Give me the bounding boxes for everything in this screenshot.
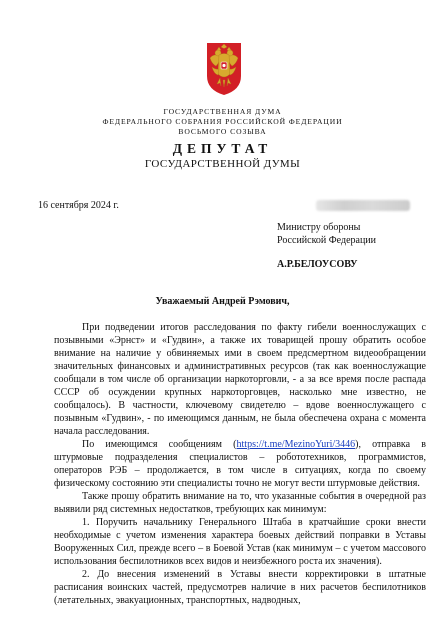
- paragraph-investigation: При подведении итогов расследования по факту гибели военнослужащих с позывными «Эрнст» и «Гудвин», а также их товарищей прошу обратить особое внимание на наличие у обвиняемых ими в своем предсмертном видеообращении значительных финансовых и административных ресурсов (так как военнослужащие сообщали в том числе об организации наркоторговли, - а за все время после распада СССР об осуждении крупных наркоторговцев, насколько мне известно, не сообщалось). В частности, ключевому свидетелю – вдове военнослужащего с позывным «Гудвин», - по имеющимся данным, не была обеспечена охрана с момента начала расследования.: [54, 322, 426, 437]
- paragraph-item-2: 2. До внесения изменений в Уставы внести корректировки в штатные расписания воинских частей, предусмотрев наличие в них расчетов беспилотников (летательных, эвакуационных, транспортных, надводных,: [54, 569, 426, 606]
- greeting: Уважаемый Андрей Рэмович,: [155, 296, 290, 307]
- telegram-link[interactable]: https://t.me/MezinoYuri/3446: [236, 439, 356, 450]
- paragraph-specialists: [54, 438, 426, 490]
- paragraph-systemic: Также прошу обратить внимание на то, что указанные события в очередной раз выявили ряд системных недостатков, требующих как минимум:: [54, 491, 426, 515]
- header-duma-line: ГОСУДАРСТВЕННАЯ ДУМА: [163, 107, 282, 116]
- paragraph-text: По имеющимся сообщениям (: [82, 439, 237, 450]
- redacted-reference: [316, 200, 410, 211]
- deputy-title: ДЕПУТАТ: [172, 141, 273, 156]
- state-emblem-icon: [206, 42, 242, 96]
- paragraph-text: ), отправка в штурмовые подразделения специалистов – робототехников, программистов, операторов РЭБ – продолжается, в том числе в ситуациях, когда по своему физическому состоянию эти специалисты точно не могут вести штурмовые действия.: [54, 439, 427, 489]
- paragraph-item-1: 1. Поручить начальнику Генерального Штаба в кратчайшие сроки внести необходимые с учетом изменения характера боевых действий поправки в Уставы Вооруженных Сил, прежде всего – в Боевой Устав (как минимум – с учетом массового использования беспилотников всех видов и неизбежного роста их значения).: [54, 517, 426, 567]
- header-assembly-line: ФЕДЕРАЛЬНОГО СОБРАНИЯ РОССИЙСКОЙ ФЕДЕРАЦИИ: [102, 117, 343, 126]
- deputy-subtitle: ГОСУДАРСТВЕННОЙ ДУМЫ: [144, 158, 301, 170]
- header-convocation-line: ВОСЬМОГО СОЗЫВА: [178, 127, 267, 136]
- addressee-name: А.Р.БЕЛОУСОВУ: [277, 259, 358, 270]
- addressee-country: Российской Федерации: [277, 235, 377, 246]
- letter-body: [54, 321, 426, 607]
- letter-date: 16 сентября 2024 г.: [38, 200, 119, 211]
- addressee-position: Министру обороны: [277, 222, 361, 233]
